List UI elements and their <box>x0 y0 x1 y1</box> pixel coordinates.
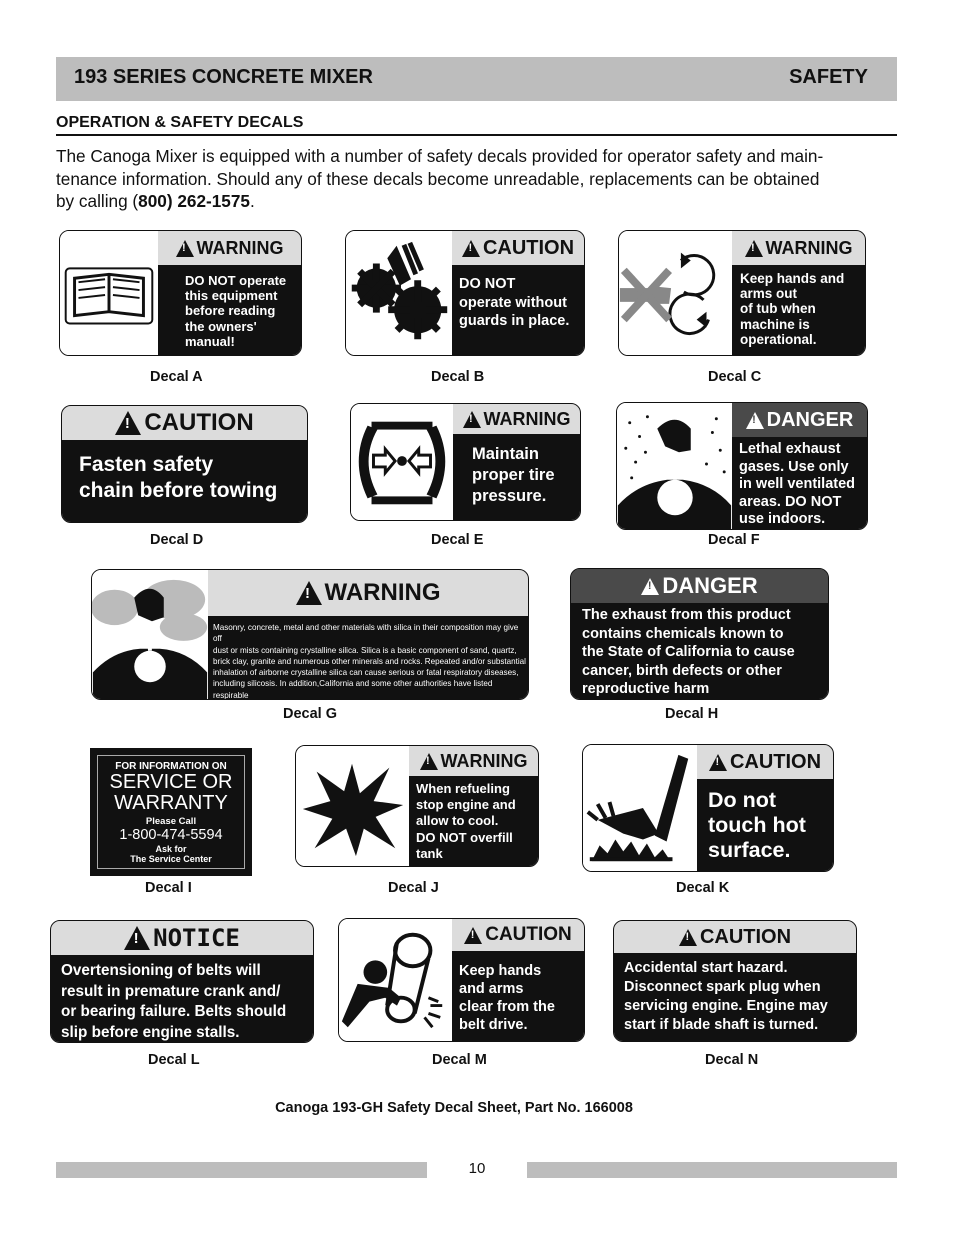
warning-triangle-icon <box>296 581 322 605</box>
dust-person-icon <box>92 570 208 699</box>
hot-surface-hand-icon <box>583 745 697 871</box>
decal-g <box>91 569 529 700</box>
decal-f-signal: ! DANGER <box>732 403 867 437</box>
decal-i-label: Decal I <box>145 880 192 896</box>
decal-h-text-panel <box>571 569 828 699</box>
decal-b-text-panel <box>452 231 584 355</box>
decal-g-signal: ! WARNING <box>208 570 528 616</box>
decal-i <box>90 748 252 876</box>
ask-for: Ask for <box>155 844 187 854</box>
warning-triangle-icon <box>124 926 150 950</box>
decal-h-message: The exhaust from this product contains chemicals known to the State of California to cause cancer, birth defects or other reproductive harm <box>582 607 795 697</box>
decal-e <box>350 403 581 521</box>
tire-pressure-icon <box>351 404 453 520</box>
decal-c-message: Keep hands and arms out of tub when machine is operational. <box>740 271 845 347</box>
decal-a-label: Decal A <box>150 369 203 385</box>
decal-j-message: When refueling stop engine and allow to cool. DO NOT overfill tank <box>416 781 516 861</box>
decal-k-message: Do not touch hot surface. <box>708 788 806 862</box>
page-number: 10 <box>468 1160 486 1177</box>
decal-b-label: Decal B <box>431 369 485 385</box>
decal-k-signal: ! CAUTION <box>697 745 833 779</box>
section-name: SAFETY <box>789 66 868 88</box>
decal-l-label: Decal L <box>148 1052 200 1068</box>
decal-l-message: Overtensioning of belts will result in premature crank and/ or bearing failure. Belts should slip before engine stalls. <box>61 962 287 1041</box>
sheet-caption: Canoga 193-GH Safety Decal Sheet, Part No. 166008 <box>275 1100 633 1116</box>
decal-n-message: Accidental start hazard. Disconnect spark plug when servicing engine. Engine may start if blade shaft is turned. <box>624 960 828 1033</box>
decal-f-message: Lethal exhaust gases. Use only in well ventilated areas. DO NOT use indoors. <box>739 441 856 527</box>
please-call: Please Call <box>145 816 197 827</box>
intro-paragraph <box>56 145 897 213</box>
decal-e-signal: ! WARNING <box>453 404 580 434</box>
decal-n-text-panel <box>614 921 856 1041</box>
phone-number: 800) 262-1575 <box>138 191 250 211</box>
decal-j <box>295 745 539 867</box>
decal-g-label: Decal G <box>283 706 337 722</box>
warning-triangle-icon <box>176 240 194 257</box>
warning-triangle-icon <box>746 412 764 429</box>
decal-m-message: Keep hands and arms clear from the belt drive. <box>459 963 555 1033</box>
decal-k <box>582 744 834 872</box>
service-info-panel <box>97 755 245 869</box>
warning-triangle-icon <box>709 754 727 771</box>
decal-c <box>618 230 866 356</box>
decal-m-text-panel <box>452 919 584 1041</box>
decal-d-label: Decal D <box>150 532 204 548</box>
service-phone: 1-800-474-5594 <box>119 827 223 843</box>
decal-e-message: Maintain proper tire pressure. <box>472 445 555 505</box>
warning-triangle-icon <box>462 240 480 257</box>
footer-bar-right <box>527 1162 897 1178</box>
intro-line-2: tenance information. Should any of these decals become unreadable, replacements can be obtained <box>56 168 820 189</box>
warning-triangle-icon <box>420 753 438 770</box>
warning-triangle-icon <box>745 240 763 257</box>
manual-book-icon <box>60 231 158 355</box>
decal-f-text-panel <box>732 403 867 529</box>
decal-l-text-panel <box>51 921 313 1042</box>
warning-triangle-icon <box>463 411 481 428</box>
warning-triangle-icon <box>115 411 141 435</box>
decal-a-signal: ! WARNING <box>158 231 301 265</box>
section-heading: OPERATION & SAFETY DECALS <box>56 114 897 136</box>
explosion-icon <box>296 746 409 866</box>
decal-d-text-panel <box>62 406 307 522</box>
decal-b-message: DO NOT operate without guards in place. <box>459 276 570 329</box>
page-title: 193 SERIES CONCRETE MIXER <box>74 66 373 88</box>
rotating-arrows-hand-icon <box>619 231 732 355</box>
decal-d-message: Fasten safety chain before towing <box>79 453 278 502</box>
decal-j-signal: ! WARNING <box>409 746 538 776</box>
service-info-line: FOR INFORMATION ON <box>115 761 227 772</box>
belt-drive-hand-icon <box>339 919 452 1041</box>
decal-c-text-panel <box>732 231 865 355</box>
footer-bar-left <box>56 1162 427 1178</box>
decal-k-label: Decal K <box>676 880 730 896</box>
decal-l <box>50 920 314 1043</box>
decal-c-signal: ! WARNING <box>732 231 865 265</box>
decal-m <box>338 918 585 1042</box>
decal-c-label: Decal C <box>708 369 762 385</box>
warranty-heading: WARRANTY <box>114 792 228 814</box>
decal-b <box>345 230 585 356</box>
decal-k-text-panel <box>697 745 833 871</box>
decal-a <box>59 230 302 356</box>
decal-m-signal: ! CAUTION <box>452 919 584 951</box>
decal-j-text-panel <box>409 746 538 866</box>
decal-n-label: Decal N <box>705 1052 759 1068</box>
warning-triangle-icon <box>679 929 697 946</box>
exhaust-person-icon <box>617 403 732 529</box>
warning-triangle-icon <box>464 927 482 944</box>
decal-g-message: Masonry, concrete, metal and other materials with silica in their composition may give off dust or mists containing crystalline silica. Silica is a basic component of sand, quartz, brick clay, granite and numerous other minerals and rocks. Repeated and/or substantial inhalation of airborne crystalline silica can cause serious or fatal respiratory diseases, including silicosis. In addition,California and some other authorities have listed respirable <box>213 623 526 700</box>
decal-n <box>613 920 857 1042</box>
decal-a-message: DO NOT operate this equipment before reading the owners' manual! <box>185 273 287 349</box>
decal-f <box>616 402 868 530</box>
decal-j-label: Decal J <box>388 880 439 896</box>
gears-hand-icon <box>346 231 452 355</box>
decal-d-signal: ! CAUTION <box>62 406 307 440</box>
decal-a-text-panel <box>158 231 301 355</box>
service-center: The Service Center <box>130 854 212 864</box>
service-heading: SERVICE OR <box>109 771 233 793</box>
intro-line-1: The Canoga Mixer is equipped with a number of safety decals provided for operator safety and main- <box>56 146 824 166</box>
decal-e-text-panel <box>453 404 580 520</box>
decal-f-label: Decal F <box>708 532 760 548</box>
warning-triangle-icon <box>641 578 659 595</box>
decal-n-signal: ! CAUTION <box>614 921 856 953</box>
decal-e-label: Decal E <box>431 532 484 548</box>
decal-b-signal: ! CAUTION <box>452 231 584 265</box>
decal-h <box>570 568 829 700</box>
decal-h-signal: ! DANGER <box>571 569 828 603</box>
decal-m-label: Decal M <box>432 1052 487 1068</box>
decal-d <box>61 405 308 523</box>
decal-g-text-panel <box>208 570 528 699</box>
decal-l-signal: ! NOTICE <box>51 921 313 955</box>
intro-line-3: by calling (800) 262-1575. <box>56 191 255 211</box>
decal-h-label: Decal H <box>665 706 719 722</box>
